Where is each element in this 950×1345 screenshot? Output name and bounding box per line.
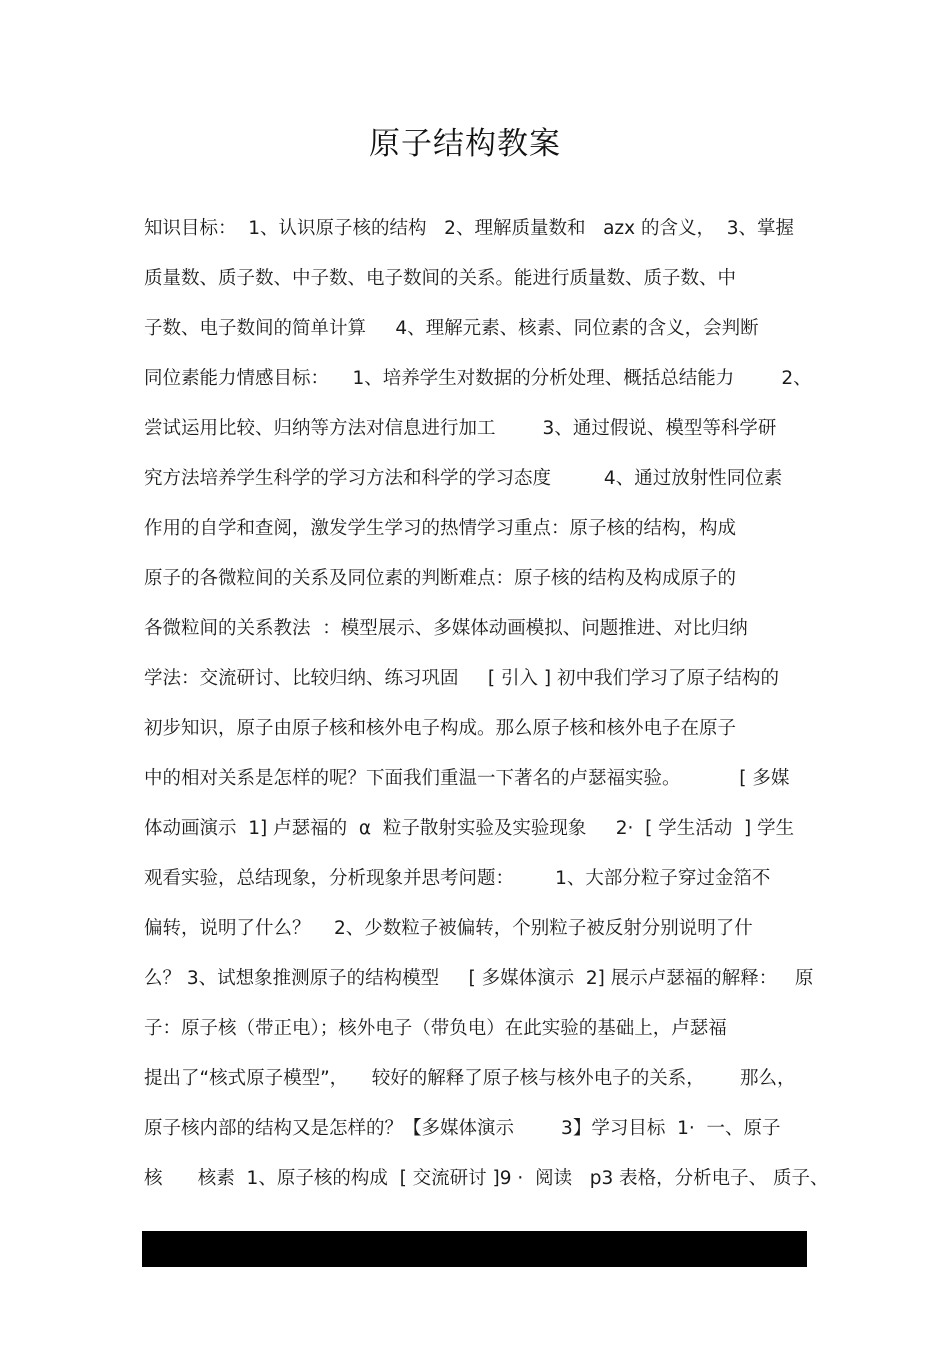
text-line: 提出了“核式原子模型”， 较好的解释了原子核与核外电子的关系， 那么，: [144, 1068, 796, 1089]
text-line: 子数、电子数间的简单计算 4、理解元素、核素、同位素的含义，会判断: [144, 318, 759, 339]
text-line: 中的相对关系是怎样的呢？下面我们重温一下著名的卢瑟福实验。 [ 多媒: [144, 768, 790, 789]
text-line: 核 核素 1、原子核的构成 [ 交流研讨 ]9 · 阅读 p3 表格，分析电子、 质子、: [144, 1168, 829, 1189]
text-line: 作用的自学和查阅，激发学生学习的热情学习重点：原子核的结构，构成: [144, 518, 737, 539]
document-body: [144, 210, 829, 1210]
text-line: 初步知识，原子由原子核和核外电子构成。那么原子核和核外电子在原子: [144, 718, 737, 739]
text-line: 体动画演示 1] 卢瑟福的 α 粒子散射实验及实验现象 2· [ 学生活动 ] 学生: [144, 818, 795, 839]
text-line: 知识目标： 1、认识原子核的结构 2、理解质量数和 azx 的含义， 3、掌握: [144, 218, 794, 239]
text-line: 同位素能力情感目标： 1、培养学生对数据的分析处理、概括总结能力 2、: [144, 368, 812, 389]
text-line: 各微粒间的关系教法 ：模型展示、多媒体动画模拟、问题推进、对比归纳: [144, 618, 748, 639]
text-line: 子：原子核（带正电）；核外电子（带负电）在此实验的基础上，卢瑟福: [144, 1018, 727, 1039]
text-line: 学法：交流研讨、比较归纳、练习巩固 [ 引入 ] 初中我们学习了原子结构的: [144, 668, 779, 689]
text-line: 原子的各微粒间的关系及同位素的判断难点：原子核的结构及构成原子的: [144, 568, 737, 589]
footer-redaction-bar: [142, 1231, 807, 1267]
text-line: 尝试运用比较、归纳等方法对信息进行加工 3、通过假说、模型等科学研: [144, 418, 777, 439]
text-line: 原子核内部的结构又是怎样的？【多媒体演示 3】学习目标 1· 一、原子: [144, 1118, 781, 1139]
text-line: 偏转，说明了什么？ 2、少数粒子被偏转，个别粒子被反射分别说明了什: [144, 918, 753, 939]
text-line: 究方法培养学生科学的学习方法和科学的学习态度 4、通过放射性同位素: [144, 468, 783, 489]
text-line: 质量数、质子数、中子数、电子数间的关系。能进行质量数、质子数、中: [144, 268, 737, 289]
text-line: 观看实验，总结现象，分析现象并思考问题： 1、大部分粒子穿过金箔不: [144, 868, 771, 889]
text-line: 么？ 3、试想象推测原子的结构模型 [ 多媒体演示 2] 展示卢瑟福的解释： 原: [144, 968, 814, 989]
document-title: 原子结构教案: [369, 126, 561, 162]
